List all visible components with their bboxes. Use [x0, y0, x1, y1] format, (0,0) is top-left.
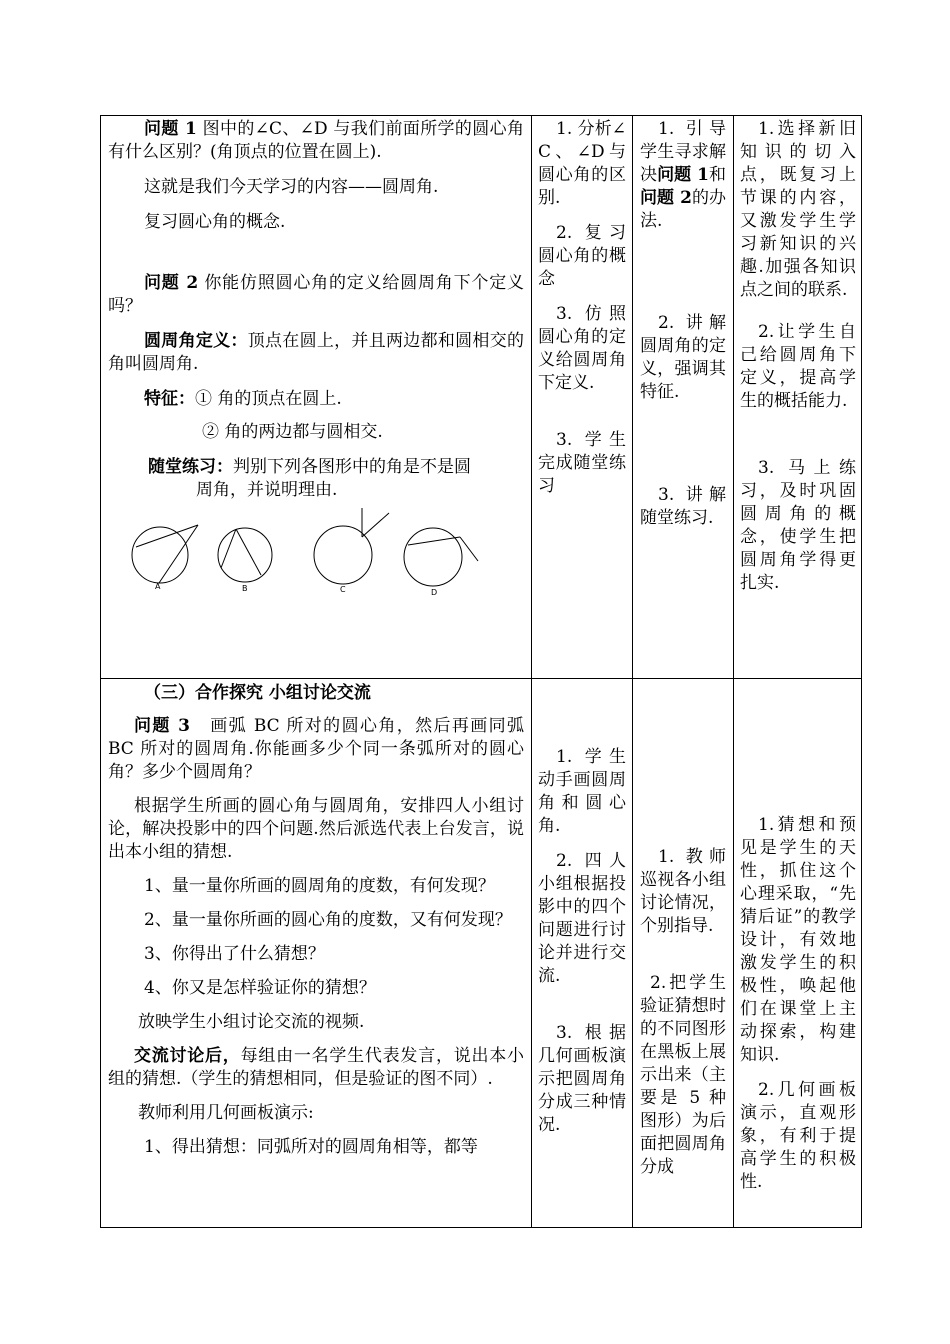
conjecture-line: 1、得出猜想：同弧所对的圆周角相等，都等	[144, 1137, 478, 1157]
demo-line: 教师利用几何画板演示:	[138, 1103, 314, 1123]
practice	[108, 456, 524, 479]
figure-c-ray-2	[362, 513, 389, 537]
figure-d-label: D	[431, 588, 438, 597]
intent-3: 3. 马上练习，及时巩固圆周角的概念，使学生把圆周角学得更扎实.	[740, 458, 856, 593]
teacher-activity-1: 1. 教师巡视各小组讨论情况，个别指导.	[640, 847, 726, 936]
student-step-3: 3. 仿照圆心角的定义给圆周角下定义.	[538, 304, 626, 393]
student-step-2: 2. 复习圆心角的概念	[538, 223, 626, 289]
figure-b	[218, 528, 272, 582]
intro-line: 这就是我们今天学习的内容——圆周角.	[144, 177, 439, 197]
column-divider-1	[531, 115, 532, 1228]
task-2: 2、量一量你所画的圆心角的度数，又有何发现？	[144, 910, 512, 930]
figure-c-label: C	[340, 585, 346, 594]
feature-1	[108, 388, 524, 411]
column-divider-2	[632, 115, 633, 1228]
student-activity-3: 3. 根据几何画板演示把圆周角分成三种情况.	[538, 1023, 626, 1135]
student-step-1: 1. 分析∠C、∠D与圆心角的区别.	[538, 119, 626, 208]
review-line: 复习圆心角的概念.	[144, 212, 286, 232]
task-1: 1、量一量你所画的圆周角的度数，有何发现？	[144, 876, 495, 896]
row2-student-cell	[538, 746, 626, 1137]
feature-label: 特征：	[144, 389, 195, 409]
discussion-summary	[108, 1045, 524, 1091]
figure-b-chord-2	[236, 529, 261, 575]
figure-d-line-2	[460, 537, 478, 561]
row1-intent-cell	[740, 118, 856, 595]
figure-a-label: A	[155, 582, 161, 591]
figure-d-line-1	[408, 537, 460, 545]
teacher-activity-2: 2.把学生验证猜想时的不同图形在黑板上展示出来（主要是 5 种图形）为后面把圆周角分成	[640, 973, 726, 1177]
figure-b-label: B	[242, 584, 248, 593]
row2-intent-1: 1.猜想和预见是学生的天性，抓住这个心理采取，“先猜后证”的教学设计，有效地激发学生的积极性，唤起他们在课堂上主动探索，构建知识.	[740, 815, 856, 1065]
row2-teacher-cell	[640, 846, 726, 1179]
student-activity-2: 2. 四人小组根据投影中的四个问题进行讨论并进行交流.	[538, 851, 626, 986]
figure-d	[404, 528, 478, 586]
definition	[108, 330, 524, 376]
table-border-bottom	[100, 1227, 862, 1228]
row2-main-cell	[108, 682, 524, 1159]
question-1-label: 问题 1	[144, 119, 197, 139]
feature-2: ② 角的两边都与圆相交.	[202, 422, 383, 442]
definition-text: 顶点在圆上，并且两边都和圆相交的角叫圆周角.	[108, 331, 525, 374]
discussion-text: 每组由一名学生代表发言，说出本小组的猜想.（学生的猜想相同，但是验证的图不同）.	[108, 1046, 525, 1089]
question-2-text: 你能仿照圆心角的定义给圆周角下个定义吗？	[108, 273, 525, 316]
practice-text: 判别下列各图形中的角是不是圆	[233, 457, 471, 477]
definition-label: 圆周角定义：	[144, 331, 248, 351]
column-divider-3	[733, 115, 734, 1228]
table-border-left	[100, 115, 101, 1228]
figure-a-circle	[132, 527, 188, 583]
row2-intent-cell	[740, 814, 856, 1194]
question-3	[108, 715, 524, 784]
practice-label: 随堂练习：	[148, 457, 233, 477]
discussion-label: 交流讨论后，	[134, 1046, 241, 1066]
feature-1-text: ① 角的顶点在圆上.	[195, 389, 342, 409]
row-divider	[100, 678, 862, 679]
teacher-step-3: 3. 讲解随堂练习.	[640, 485, 726, 528]
row1-teacher-cell	[640, 118, 726, 530]
task-4: 4、你又是怎样验证你的猜想？	[144, 978, 376, 998]
student-step-4: 3. 学生完成随堂练习	[538, 430, 626, 496]
intent-1: 1.选择新旧知识的切入点，既复习上节课的内容，又激发学生学习新知识的兴趣.加强各知识点之间的联系.	[740, 119, 856, 300]
question-3-text: 画弧 BC 所对的圆心角，然后再画同弧 BC 所对的圆周角.你能画多少个同一条弧所对的圆心角？多少个圆周角？	[108, 716, 525, 782]
row1-student-cell	[538, 118, 626, 498]
video-line: 放映学生小组讨论交流的视频.	[138, 1012, 365, 1032]
table-border-right	[861, 115, 862, 1228]
figure-d-circle	[404, 528, 462, 586]
practice-continued: 周角，并说明理由.	[196, 480, 338, 500]
question-1	[108, 118, 524, 164]
task-3: 3、你得出了什么猜想？	[144, 944, 325, 964]
intent-2: 2.让学生自己给圆周角下定义，提高学生的概括能力.	[740, 322, 856, 411]
figure-a	[132, 525, 198, 583]
question-2-label: 问题 2	[144, 273, 199, 293]
teacher-step-1: 1. 引导学生寻求解决问题 1和问题 2的办法.	[640, 119, 727, 231]
teacher-step-2: 2. 讲解圆周角的定义，强调其特征.	[640, 313, 726, 402]
figure-c	[314, 508, 389, 584]
table-border-top	[100, 115, 862, 116]
section-heading: （三）合作探究 小组讨论交流	[144, 683, 371, 703]
discussion-arrangement: 根据学生所画的圆心角与圆周角，安排四人小组讨论，解决投影中的四个问题.然后派选代表上台发言，说出本小组的猜想.	[108, 796, 524, 862]
student-activity-1: 1. 学生动手画圆周角和圆心角.	[538, 747, 626, 836]
circle-figures	[108, 505, 524, 605]
question-1-text: 图中的∠C、∠D 与我们前面所学的圆心角有什么区别？(角顶点的位置在圆上).	[108, 119, 525, 162]
question-3-label: 问题 3	[134, 716, 190, 736]
row2-intent-2: 2.几何画板演示，直观形象，有利于提高学生的积极性.	[740, 1080, 856, 1192]
row1-main-cell	[108, 118, 524, 502]
figure-c-circle	[314, 526, 372, 584]
question-2	[108, 272, 524, 318]
figure-b-chord-1	[221, 529, 236, 568]
